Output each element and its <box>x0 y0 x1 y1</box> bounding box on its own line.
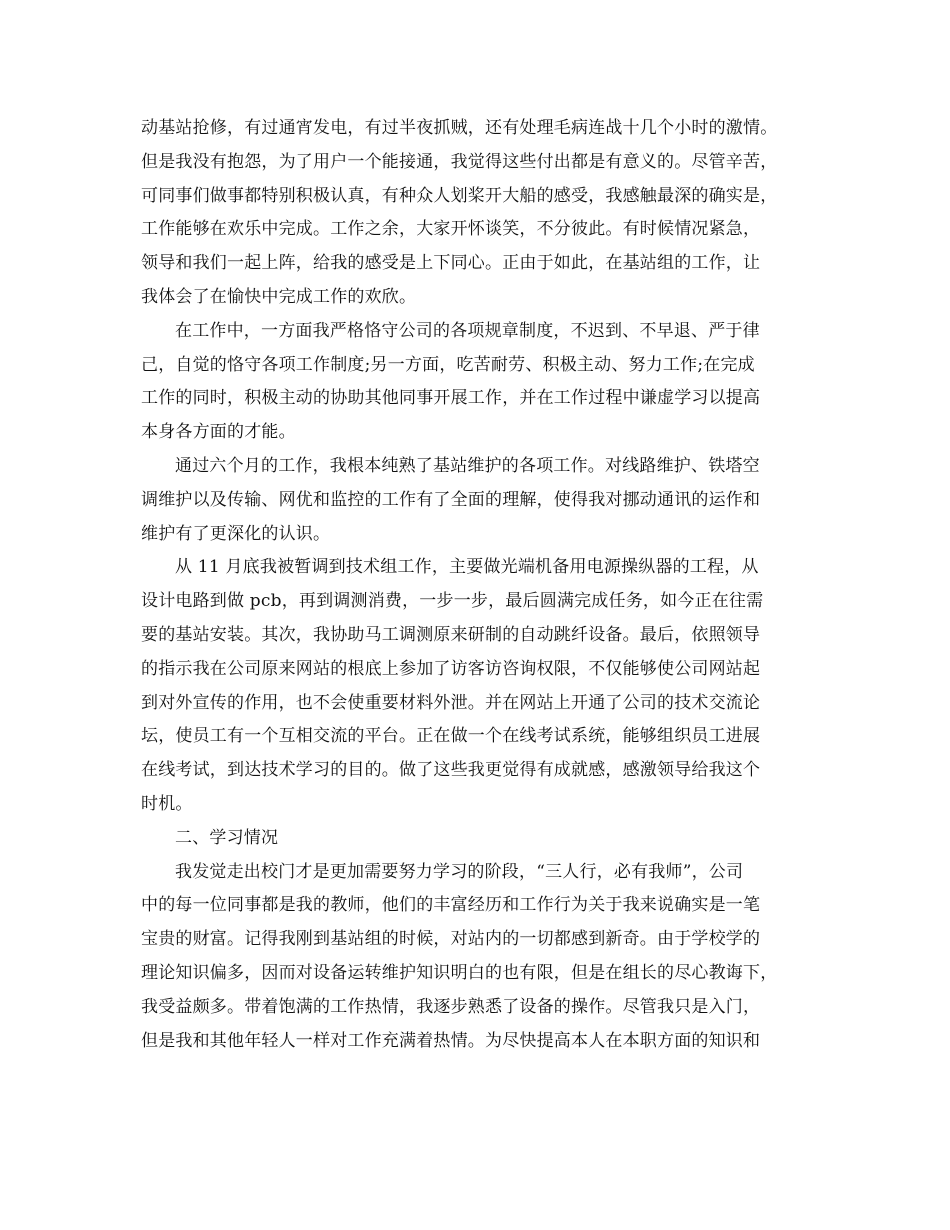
document-body <box>141 112 821 1058</box>
text-line: 通过六个月的工作，我根本纯熟了基站维护的各项工作。对线路维护、铁塔空 <box>175 455 760 476</box>
text-line: 中的每一位同事都是我的教师，他们的丰富经历和工作行为关于我来说确实是一笔 <box>141 895 761 916</box>
text-line: 二、学习情况 <box>175 827 279 848</box>
text-line: 在工作中，一方面我严格恪守公司的各项规章制度，不迟到、不早退、严于律 <box>175 320 760 341</box>
text-line: 在线考试，到达技术学习的目的。做了这些我更觉得有成就感，感激领导给我这个 <box>141 760 761 781</box>
text-line: 宝贵的财富。记得我刚到基站组的时候，对站内的一切都感到新奇。由于学校学的 <box>141 929 761 950</box>
text-line: 我发觉走出校门才是更加需要努力学习的阶段，“三人行，必有我师”，公司 <box>175 861 744 882</box>
text-line: 本身各方面的才能。 <box>141 422 296 443</box>
text-line: 到对外宣传的作用，也不会使重要材料外泄。并在网站上开通了公司的技术交流论 <box>141 692 761 713</box>
text-line: 理论知识偏多，因而对设备运转维护知识明白的也有限，但是在组长的尽心教诲下， <box>141 962 778 983</box>
text-line: 领导和我们一起上阵，给我的感受是上下同心。正由于如此，在基站组的工作，让 <box>141 253 761 274</box>
text-line: 设计电路到做 pcb，再到调测消费，一步一步，最后圆满完成任务，如今正在往需 <box>141 591 764 612</box>
text-line: 从 11 月底我被暂调到技术组工作，主要做光端机备用电源操纵器的工程，从 <box>175 557 759 578</box>
text-line: 调维护以及传输、网优和监控的工作有了全面的理解，使得我对挪动通讯的运作和 <box>141 489 761 510</box>
text-line: 我体会了在愉快中完成工作的欢欣。 <box>141 286 417 307</box>
text-line: 要的基站安装。其次，我协助马工调测原来研制的自动跳纤设备。最后，依照领导 <box>141 624 761 645</box>
text-line: 但是我和其他年轻人一样对工作充满着热情。为尽快提高本人在本职方面的知识和 <box>141 1030 761 1051</box>
text-line: 工作能够在欢乐中完成。工作之余，大家开怀谈笑，不分彼此。有时候情况紧急， <box>141 219 761 240</box>
text-line: 可同事们做事都特别积极认真，有种众人划桨开大船的感受，我感触最深的确实是， <box>141 185 778 206</box>
text-line: 工作的同时，积极主动的协助其他同事开展工作，并在工作过程中谦虚学习以提高 <box>141 388 761 409</box>
text-line: 的指示我在公司原来网站的根底上参加了访客访咨询权限，不仅能够使公司网站起 <box>141 658 761 679</box>
text-line: 时机。 <box>141 793 193 814</box>
text-line: 动基站抢修，有过通宵发电，有过半夜抓贼，还有处理毛病连战十几个小时的激情。 <box>141 118 778 138</box>
text-line: 坛，使员工有一个互相交流的平台。正在做一个在线考试系统，能够组织员工进展 <box>141 726 761 747</box>
text-line: 己，自觉的恪守各项工作制度;另一方面，吃苦耐劳、积极主动、努力工作;在完成 <box>141 354 755 375</box>
text-line: 但是我没有抱怨，为了用户一个能接通，我觉得这些付出都是有意义的。尽管辛苦， <box>141 151 778 172</box>
text-line: 我受益颇多。带着饱满的工作热情，我逐步熟悉了设备的操作。尽管我只是入门， <box>141 996 761 1017</box>
text-line: 维护有了更深化的认识。 <box>141 523 331 544</box>
